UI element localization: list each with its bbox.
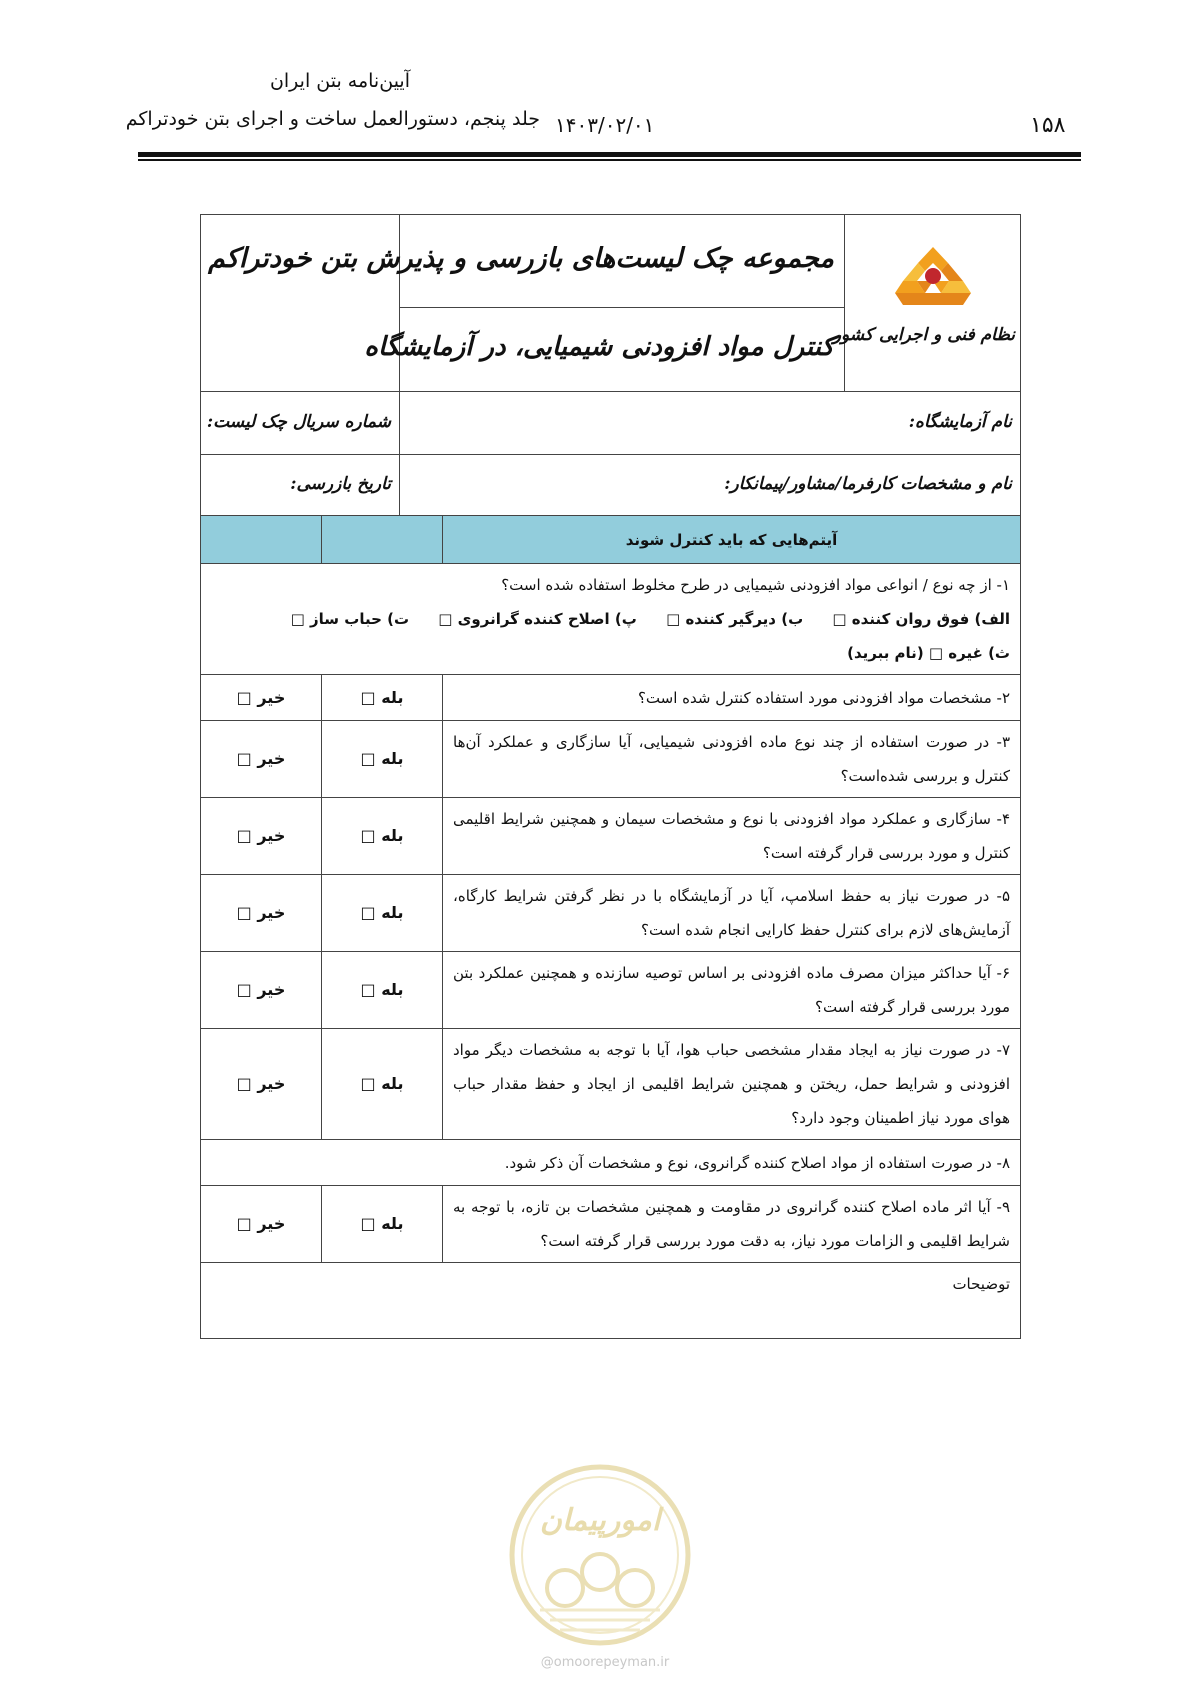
question-5: ۵- در صورت نیاز به حفظ اسلامپ، آیا در آزمایشگاه با در نظر گرفتن شرایط کارگاه، آزمایش‌های لازم برای کنترل حفظ کارایی انجام شده است؟	[443, 875, 1021, 952]
question-row-8	[201, 1140, 1021, 1186]
logo-text: نظام فنی و اجرایی کشور	[832, 325, 1015, 345]
inspection-date-label: تاریخ بازرسی:	[290, 474, 391, 494]
form-subtitle: کنترل مواد افزودنی شیمیایی، در آزمایشگاه	[364, 332, 834, 362]
no-checkbox[interactable]: خیر □	[201, 675, 322, 721]
checklist-table	[200, 515, 1021, 1339]
question-1-text: ۱- از چه نوع / انواعی مواد افزودنی شیمیایی در طرح مخلوط استفاده شده است؟	[501, 576, 1010, 594]
serial-label: شماره سریال چک لیست:	[206, 412, 391, 432]
yes-column-header	[322, 516, 443, 564]
no-checkbox[interactable]: خیر □	[201, 798, 322, 875]
question-4: ۴- سازگاری و عملکرد مواد افزودنی با نوع و مشخصات سیمان و همچنین شرایط اقلیمی کنترل و مورد بررسی قرار گرفته است؟	[443, 798, 1021, 875]
question-row-5	[201, 875, 1021, 952]
no-column-header	[201, 516, 322, 564]
items-header: آیتم‌هایی که باید کنترل شوند	[443, 516, 1021, 564]
date-cell	[200, 454, 400, 516]
question-row-4	[201, 798, 1021, 875]
question-row-2	[201, 675, 1021, 721]
question-9: ۹- آیا اثر ماده اصلاح کننده گرانروی در مقاومت و همچنین مشخصات بن تازه، با توجه به شرایط اقلیمی و الزامات مورد نیاز، به دقت مورد بررسی قرار گرفته است؟	[443, 1186, 1021, 1263]
lab-name-label: نام آزمایشگاه:	[908, 412, 1012, 432]
watermark-seal-logo	[505, 1460, 695, 1650]
yes-checkbox[interactable]: بله □	[322, 798, 443, 875]
header-rule	[138, 152, 1081, 157]
question-2: ۲- مشخصات مواد افزودنی مورد استفاده کنترل شده است؟	[443, 675, 1021, 721]
question-3: ۳- در صورت استفاده از چند نوع ماده افزودنی شیمیایی، آیا سازگاری و عملکرد آن‌ها کنترل و بررسی شده‌است؟	[443, 721, 1021, 798]
yes-checkbox[interactable]: بله □	[322, 1029, 443, 1140]
national-technical-system-logo	[893, 245, 973, 315]
client-label: نام و مشخصات کارفرما/مشاور/پیمانکار:	[724, 474, 1012, 494]
no-checkbox[interactable]: خیر □	[201, 875, 322, 952]
option-superplasticizer[interactable]: الف) فوق روان کننده □	[832, 610, 1010, 628]
header-rule-thin	[138, 159, 1081, 161]
form-title-cell	[208, 214, 845, 308]
question-8: ۸- در صورت استفاده از مواد اصلاح کننده گرانروی، نوع و مشخصات آن ذکر شود.	[201, 1140, 1021, 1186]
watermark-logo-text: امورپیمان	[539, 1503, 661, 1538]
question-row-6	[201, 952, 1021, 1029]
no-checkbox[interactable]: خیر □	[201, 952, 322, 1029]
no-checkbox[interactable]: خیر □	[201, 1186, 322, 1263]
option-retarder[interactable]: ب) دیرگیر کننده □	[666, 610, 804, 628]
lab-name-cell	[399, 391, 1021, 455]
yes-checkbox[interactable]: بله □	[322, 1186, 443, 1263]
client-cell	[399, 454, 1021, 516]
form-subtitle-cell	[364, 307, 845, 392]
page-number: ۱۵۸	[1030, 113, 1066, 138]
book-title: آیین‌نامه بتن ایران	[269, 70, 410, 92]
serial-cell	[200, 391, 400, 455]
form-title: مجموعه چک لیست‌های بازرسی و پذیرش بتن خودتراکم	[208, 243, 834, 274]
question-6: ۶- آیا حداکثر میزان مصرف ماده افزودنی بر اساس توصیه سازنده و همچنین عملکرد بتن مورد بررسی قرار گرفته است؟	[443, 952, 1021, 1029]
question-row-9	[201, 1186, 1021, 1263]
question-1	[201, 564, 1021, 675]
form-blank-cell	[200, 214, 400, 392]
notes-cell[interactable]	[201, 1263, 1021, 1339]
question-row-1	[201, 564, 1021, 675]
question-row-7	[201, 1029, 1021, 1140]
question-7: ۷- در صورت نیاز به ایجاد مقدار مشخصی حباب هوا، آیا با توجه به مشخصات دیگر مواد افزودنی و شرایط حمل، ریختن و همچنین شرایط اقلیمی از ایجاد و حفظ مقدار حباب هوای مورد نیاز اطمینان وجود دارد؟	[443, 1029, 1021, 1140]
watermark-url[interactable]: @omoorepeyman.ir	[540, 1655, 670, 1670]
notes-label: توضیحات	[952, 1275, 1010, 1293]
yes-checkbox[interactable]: بله □	[322, 952, 443, 1029]
option-air-entrainer[interactable]: ت) حباب ساز □	[290, 610, 410, 628]
option-viscosity-modifier[interactable]: پ) اصلاح کننده گرانروی □	[438, 610, 637, 628]
volume-title: جلد پنجم، دستورالعمل ساخت و اجرای بتن خودتراکم	[125, 108, 540, 130]
yes-checkbox[interactable]: بله □	[322, 675, 443, 721]
option-other[interactable]: ث) غیره □ (نام ببرید)	[847, 644, 1010, 662]
no-checkbox[interactable]: خیر □	[201, 1029, 322, 1140]
no-checkbox[interactable]: خیر □	[201, 721, 322, 798]
yes-checkbox[interactable]: بله □	[322, 875, 443, 952]
table-header-row	[201, 516, 1021, 564]
logo-cell	[832, 214, 1021, 392]
notes-row	[201, 1263, 1021, 1339]
question-1-options	[211, 602, 1010, 636]
question-row-3	[201, 721, 1021, 798]
yes-checkbox[interactable]: بله □	[322, 721, 443, 798]
edition-date: ۱۴۰۳/۰۲/۰۱	[555, 113, 655, 137]
